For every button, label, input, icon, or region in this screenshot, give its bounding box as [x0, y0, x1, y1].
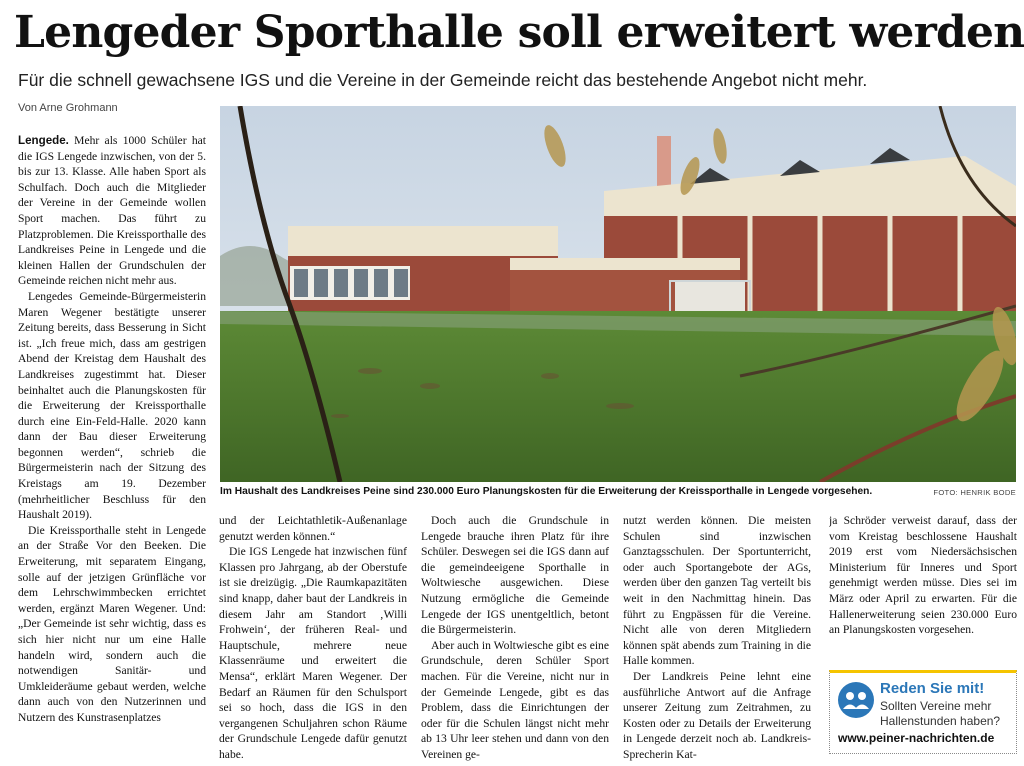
paragraph: und der Leichtathletik-Außenanlage genutzt werden können.“ — [219, 514, 407, 543]
article-column-1 — [18, 133, 206, 761]
article-column-5 — [829, 513, 1017, 663]
headline: Lengeder Sporthalle soll erweitert werden — [14, 7, 1024, 58]
article-column-2 — [219, 513, 407, 763]
paragraph-text: Mehr als 1000 Schüler hat die IGS Lengede inzwischen, von der 5. bis zur 13. Klasse. Alle haben Sport als Schulfach. Doch auch die Mitglieder der Vereine in der Gemeinde wollen Sport machen. Das führt zu Platzproblemen. Die Kreissporthalle des Landkreises Peine in Lengede und die kleinen Hallen der Grundschulen der Gemeinde reichen nicht mehr aus. — [18, 134, 206, 288]
paragraph: Der Landkreis Peine lehnt eine ausführliche Antwort auf die Anfrage unserer Zeitung zum Zeitrahmen, zu Kosten oder zu Details der Erweiterung in Lengede derzeit noch ab. Landkreis-Sprecherin Kat- — [623, 669, 811, 761]
paragraph: Die IGS Lengede hat inzwischen fünf Klassen pro Jahrgang, ab der Oberstufe ist sie dreizügig. „Die Raumkapazitäten sind knapp, daher baut der Landkreis in diesem Jahr am Standort ‚Willi Frohwein‘, der früheren Real- und Hauptschule, mehrere neue Klassenräume und erweitert die Mensa“, erklärt Maren Wegener. Der Bedarf an Räumen für den Schulsport sei so hoch, dass die IGS in den vergangenen Schuljahren schon Räume der Grundschule Lengede dafür genutzt habe. — [219, 545, 407, 761]
dateline: Lengede. — [18, 134, 69, 147]
paragraph — [18, 133, 206, 289]
caption-text: Im Haushalt des Landkreises Peine sind 230.000 Euro Planungskosten für die Erweiterung der Kreissporthalle in Lengede vorgesehen. — [220, 486, 873, 497]
article-column-3 — [421, 513, 609, 763]
article-column-4 — [623, 513, 811, 763]
sports-hall-photo — [220, 106, 1016, 482]
promo-line: Hallenstunden haben? — [880, 714, 1001, 728]
byline: Von Arne Grohmann — [18, 102, 118, 114]
paragraph: Lengedes Gemeinde-Bürgermeisterin Maren Wegener bestätigte unserer Zeitung bereits, dass Besserung in Sicht ist. „Ich freue mich, dass am gestrigen Abend der Kreistag dem Haushalt des Landkreises zugestimmt hat. Dieser beinhaltet auch die Planungskosten für die Erweiterung der Kreissporthalle durch eine Ein-Feld-Halle. 2020 kann dann der Bau dieser Erweiterung begonnen werden“, schrieb die Bürgermeisterin nach der Sitzung des Kreistags am 19. Dezember (mehrheitlicher Beschluss für den Haushalt 2019). — [18, 289, 206, 522]
paragraph: ja Schröder verweist darauf, dass der vom Kreistag beschlossene Haushalt 2019 erst vom Niedersächsischen Ministerium für Inneres und Sport genehmigt werden müsse. Dies sei im März oder April zu erwarten. Für die Hallenerweiterung seien 230.000 Euro an Planungskosten vorgesehen. — [829, 514, 1017, 637]
promo-line: Sollten Vereine mehr — [880, 699, 992, 713]
promo-question — [880, 699, 1014, 729]
subheadline: Für die schnell gewachsene IGS und die Vereine in der Gemeinde reicht das bestehende Angebot nicht mehr. — [18, 70, 868, 90]
paragraph: Die Kreissporthalle steht in Lengede an der Straße Vor den Beeken. Die Erweiterung, mit separatem Eingang, solle auf der jetzigen Grünfläche vor dem Lehrschwimmbecken errichtet werden, ergänzt Maren Wegener. Und: „Der Gemeinde ist sehr wichtig, dass es sich hier nicht nur um eine Halle handeln wird, sondern auch die notwendigen Sanitär- und Umkleideräume gebaut werden, welche dann auch von den Nutzerinnen und Nutzern des Kunstrasenplatzes — [18, 523, 206, 724]
photo-caption — [220, 484, 1016, 502]
promo-link[interactable]: www.peiner-nachrichten.de — [838, 731, 995, 745]
article-photo — [220, 106, 1016, 482]
chat-people-icon — [838, 682, 874, 718]
paragraph: nutzt werden können. Die meisten Schulen sind inzwischen Ganztagsschulen. Der Sportunterricht, oder auch Sportangebote der AGs, werden über den ganzen Tag verteilt bis weit in den Nachmittag hinein. Das führt zu Engpässen für die Vereine. Nicht alle von deren Mitgliedern können spät abends zum Training in die Halle kommen. — [623, 514, 811, 668]
paragraph: Doch auch die Grundschule in Lengede brauche ihren Platz für ihre Schüler. Deswegen sei die IGS dann auf die gemeindeeigene Sporthalle in Woltwiesche ausgewichen. Diese Nutzung ermögliche die Gemeinde Lengede der IGS unentgeltlich, betont die Bürgermeisterin. — [421, 514, 609, 637]
paragraph: Aber auch in Woltwiesche gibt es eine Grundschule, deren Schüler Sport machen. Für die Vereine, nicht nur in der Gemeinde Lengede, gibt es das Problem, dass die Einrichtungen der oder für die Schulen längst nicht mehr ab 13 Uhr leer stehen und dann von den Vereinen ge- — [421, 638, 609, 761]
reader-promo-box[interactable] — [829, 670, 1017, 754]
photo-credit: FOTO: HENRIK BODE — [933, 488, 1016, 497]
promo-title: Reden Sie mit! — [880, 680, 985, 697]
